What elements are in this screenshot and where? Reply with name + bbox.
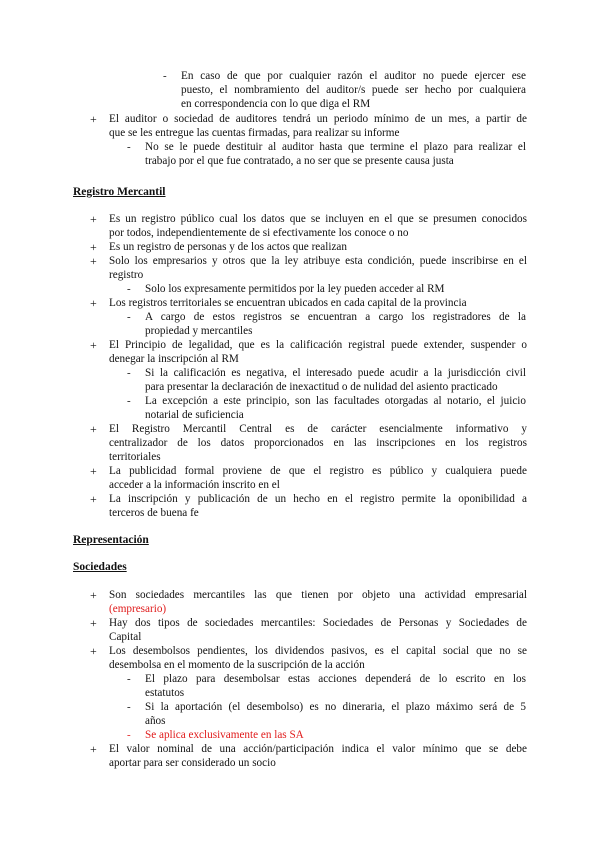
text-line: denegar la inscripción al RM bbox=[109, 353, 239, 365]
bullet-marker: + bbox=[90, 422, 97, 436]
section-heading-registro-mercantil: Registro Mercantil bbox=[73, 186, 166, 198]
bullet-marker: + bbox=[90, 616, 97, 630]
text-line: por todos, independientemente de si efectivamente los conoce o no bbox=[109, 227, 409, 239]
bullet-marker: + bbox=[90, 296, 97, 310]
dash-marker: - bbox=[127, 673, 131, 685]
bullet-marker: + bbox=[90, 588, 97, 602]
text-line: No se le puede destituir al auditor hasta que termine el plazo para realizar el bbox=[145, 141, 526, 153]
section-heading-representacion: Representación bbox=[73, 534, 149, 546]
text-line: notarial de suficiencia bbox=[145, 409, 244, 421]
dash-marker: - bbox=[127, 367, 131, 379]
text-line: para presentar la declaración de inexactitud o de nulidad del asiento practicado bbox=[145, 381, 498, 393]
text-line: que se les entregue las cuentas firmadas, para realizar su informe bbox=[109, 127, 400, 139]
bullet-marker: + bbox=[90, 338, 97, 352]
text-line: La inscripción y publicación de un hecho en el registro permite la oponibilidad a bbox=[109, 493, 527, 505]
dash-marker-highlighted: - bbox=[127, 729, 131, 741]
text-line-highlighted: Se aplica exclusivamente en las SA bbox=[145, 729, 304, 741]
text-line: Es un registro público cual los datos que se incluyen en el que se presumen conocidos bbox=[109, 213, 527, 225]
bullet-marker: + bbox=[90, 644, 97, 658]
text-line: Capital bbox=[109, 631, 142, 643]
text-line: Los registros territoriales se encuentran ubicados en cada capital de la provincia bbox=[109, 297, 467, 309]
bullet-marker: + bbox=[90, 492, 97, 506]
dash-marker: - bbox=[127, 283, 131, 295]
text-line: En caso de que por cualquier razón el auditor no puede ejercer ese bbox=[181, 70, 526, 82]
text-line-highlighted: (empresario) bbox=[109, 603, 167, 615]
bullet-marker: + bbox=[90, 254, 97, 268]
dash-marker: - bbox=[127, 701, 131, 713]
text-line: Es un registro de personas y de los actos que realizan bbox=[109, 241, 347, 253]
text-line: en correspondencia con lo que diga el RM bbox=[181, 98, 371, 110]
text-line: El plazo para desembolsar estas acciones dependerá de lo escrito en los bbox=[145, 673, 526, 685]
text-line: Solo los empresarios y otros que la ley atribuye esta condición, puede inscribirse en el bbox=[109, 255, 527, 267]
text-line: La excepción a este principio, son las facultades otorgadas al notario, el juicio bbox=[145, 395, 526, 407]
text-line: El Principio de legalidad, que es la calificación registral puede extender, suspender o bbox=[109, 339, 527, 351]
text-line: A cargo de estos registros se encuentran a cargo los registradores de la bbox=[145, 311, 526, 323]
dash-marker: - bbox=[127, 395, 131, 407]
text-line: terceros de buena fe bbox=[109, 507, 199, 519]
dash-marker: - bbox=[163, 70, 167, 82]
text-line: La publicidad formal proviene de que el registro es público y cualquiera puede bbox=[109, 465, 527, 477]
text-line: Si la calificación es negativa, el interesado puede acudir a la jurisdicción civil bbox=[145, 367, 526, 379]
dash-marker: - bbox=[127, 311, 131, 323]
dash-marker: - bbox=[127, 141, 131, 153]
text-line: trabajo por el que fue contratado, a no ser que se presente causa justa bbox=[145, 155, 454, 167]
text-line: propiedad y mercantiles bbox=[145, 325, 253, 337]
text-line: Son sociedades mercantiles las que tienen por objeto una actividad empresarial bbox=[109, 589, 527, 601]
text-line: Los desembolsos pendientes, los dividendos pasivos, es el capital social que no se bbox=[109, 645, 527, 657]
text-line: centralizador de los datos proporcionados en las inscripciones en los registros bbox=[109, 437, 527, 449]
text-line: Si la aportación (el desembolso) es no dineraria, el plazo máximo será de 5 bbox=[145, 701, 526, 713]
text-line: territoriales bbox=[109, 451, 161, 463]
text-line: aportar para ser considerado un socio bbox=[109, 757, 276, 769]
text-line: años bbox=[145, 715, 166, 727]
section-heading-sociedades: Sociedades bbox=[73, 561, 127, 573]
text-line: puesto, el nombramiento del auditor/s puede ser hecho por cualquiera bbox=[181, 84, 526, 96]
text-line: Hay dos tipos de sociedades mercantiles: Sociedades de Personas y Sociedades de bbox=[109, 617, 527, 629]
text-line: registro bbox=[109, 269, 144, 281]
text-line: El Registro Mercantil Central es de carácter esencialmente informativo y bbox=[109, 423, 527, 435]
bullet-marker: + bbox=[90, 112, 97, 126]
text-line: El valor nominal de una acción/participación indica el valor mínimo que se debe bbox=[109, 743, 527, 755]
bullet-marker: + bbox=[90, 212, 97, 226]
bullet-marker: + bbox=[90, 240, 97, 254]
text-line: El auditor o sociedad de auditores tendrá un periodo mínimo de un mes, a partir de bbox=[109, 113, 527, 125]
text-line: estatutos bbox=[145, 687, 185, 699]
text-line: desembolsa en el momento de la suscripción de la acción bbox=[109, 659, 365, 671]
text-line: Solo los expresamente permitidos por la ley pueden acceder al RM bbox=[145, 283, 445, 295]
bullet-marker: + bbox=[90, 742, 97, 756]
bullet-marker: + bbox=[90, 464, 97, 478]
text-line: acceder a la información inscrito en el bbox=[109, 479, 280, 491]
